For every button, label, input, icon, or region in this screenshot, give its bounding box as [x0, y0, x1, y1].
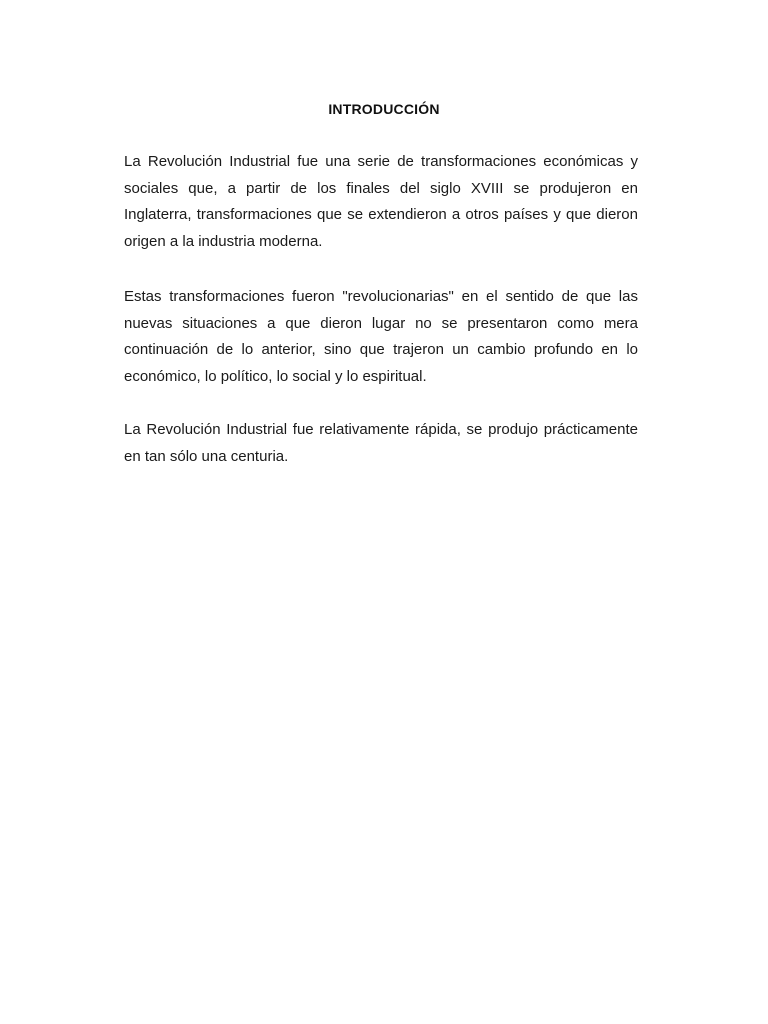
paragraph-1: La Revolución Industrial fue una serie de transformaciones económicas y sociales que, a partir de los finales del siglo XVIII se produjeron en Inglaterra, transformaciones que se extendieron a otros países y que dieron origen a la industria moderna.	[124, 153, 638, 250]
document-title: INTRODUCCIÓN	[328, 101, 440, 117]
paragraph-3: La Revolución Industrial fue relativamente rápida, se produjo prácticamente en tan sólo una centuria.	[124, 421, 638, 465]
paragraph-2: Estas transformaciones fueron "revolucionarias" en el sentido de que las nuevas situaciones a que dieron lugar no se presentaron como mera continuación de lo anterior, sino que trajeron un cambio profundo en lo económico, lo político, lo social y lo espiritual.	[124, 288, 638, 385]
